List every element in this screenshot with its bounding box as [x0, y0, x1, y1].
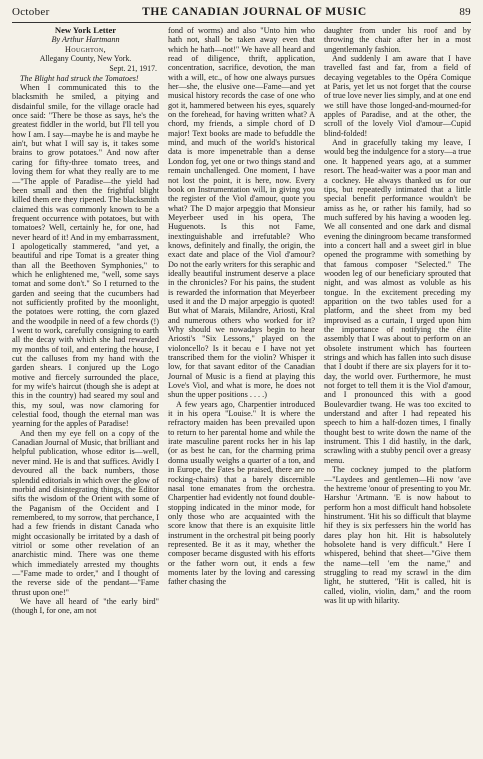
paragraph: fond of worms) and also "Unto him who hath not, shall be taken away even that which he hath—not!" We have all heard and read of diligence, thrift, application, concentration, sacrifice, devotion, the man with a will, etc., of how one always pursues her—she, the elusive one—Fame—and yet musical history records the case of one who got it, hammered between his eyes, squarely on the forehead, for having written what? A chord, my friends, a simple chord of D major! Text books are made to befuddle the mind, and much of the world's historical data is more impenetrable than a dense London fog, yet one or two things stand and remain unchallenged. One moment, I have not lost the point, it is here, now. Every book on Instrumentation will, in giving you the register of the Viol d'amour, quote you what? The D major arpeggio that Monsieur Meyerbeer used in his opera, The Huguenots. Is this not Fame, inextinguishable and irrefutable? Who knows, definitely and finally, the origin, the exact date and place of the Viol d'amour? Do not the early writers for this seraphic and ideally beautiful instrument deserve a place in the chronicles? For his pains, the student is rewarded the information that Meyerbeer used it and the D major arpeggio is quoted! But what of Marais, Milandre, Ariosti, Kral and numerous others who worked for it? Why should we nowadays begin to hear Ariosti's "Six Lessons," played on the violoncello? Is it becau e I have not yet transcribed them for the violin? Whisper it low, for that savant editor of the Canadian Journal of Music is a fiend at playing this Love's Viol, and what is more, he does not shun the upper positions . . . .) — [168, 26, 315, 400]
letter-heading — [12, 26, 159, 63]
letter-date: Sept. 21, 1917. — [109, 64, 157, 74]
paragraph: A few years ago, Charpentier introduced it in his opera "Louise." It is where the refractory maiden has been prevailed upon to return to her parental home and while the irate masculine parent rocks her in his lap (or as best he can, for the charming prima donna usually weighs a quarter of a ton, and in Europe, the Fates be praised, there are no rocking-chairs) that a barely discernible nasal tone emanates from the orchestra. Charpentier had evidently not found double-stopping indicated in the minor mode, for only those who are acquainted with the score know that there is an exquisite little instrument in the orchestral pit being poorly represented. Be it as it may, whether the composer became disgusted with his efforts or the father worn out, it ends a few moments later by the loving and caressing father chasing the — [168, 399, 315, 587]
paragraph: And in gracefully taking my leave, I would beg the indulgence for a story—a true one. It happened years ago, at a summer resort. The head-waiter was a poor man and a cockney. He always thanked us for our tips, but repeatedly intimated that a little special benefit performance wouldn't be amiss as he, or rather his family, had so much suffered by his having a wooden leg. We all consented and one dark and dismal evening the diningroom became transformed into a concert hall and a sweet girl in blue opened the programme with something by that famous composer "Selected." The wooden leg of our beneficiary sprouted that night, and was almost as voluble as his tongue. In the excitement preceding my apparition on the two tables used for a platform, and the sheet from my bed improvised as a curtain, I urged upon him the importance of notifying the élite assembly that I was about to perform on an obsolete instrument which has fourteen strings and which has fallen into such disuse that I doubt if there are six players for it to-day, the world over. Furthermore, he must not forget to tell them it is the Viol d'amour, and I pronounced this with a good Boulevardier twang. He was too excited to understand and after I had repeated his speech to him a half-dozen times, I finally thought best to write down the name of the instrument. This I did hastily, in the dark, scrawling with a stubby pencil over a greasy menu. — [324, 138, 471, 465]
column-2 — [168, 26, 315, 755]
paragraph: The cockney jumped to the platform—"Laydees and gentlemen—Hi now 'ave the hextreme 'onour of presenting to you Mr. Harshur 'Artmann. 'E is now habout to perform hon a most difficult hand hobsolete hinstrument. 'Hit his so difficult that blayme hif they is six perfessers hin the world has dares play hon hit. Hit is habsolutely hobsolete hand is very difficult." Here I whispered, behind that sheet—"Give them the name—tell 'em the name," and struggling to read my scrawl in the dim light, he stuttered, "Hit is called, hit is called, violin, violin, dam," and the room was lit up with hilarity. — [324, 465, 471, 605]
paragraph: daughter from under his roof and by throwing the chair after her in a most ungentlemanly fashion. — [324, 26, 471, 54]
letter-title: New York Letter — [54, 26, 117, 35]
article-columns — [12, 26, 471, 755]
page-number: 89 — [459, 6, 471, 18]
column-3 — [324, 26, 471, 755]
paragraph: And then my eye fell on a copy of the Canadian Journal of Music, that brilliant and helpful publication, whose editor is—well, never mind. He is and that suffices. Avidly I devoured all the back numbers, those splendid editorials in which over the glow of morbid and disintegrating things, the Editor sifts the wisdom of the Orient with some of the Paganism of the Occident and I remembered, to my sorrow, that perchance, I had a few friends in distant Canada who might occasionally be irritated by a dash of vitriol or some other revelation of an anarchistic mind. There was one theme which immediately arrested my thoughts—"Fame made to order," and I thought of the reverse side of the pendant—"Fame thrust upon one!" — [12, 428, 159, 597]
header-rule — [12, 22, 471, 23]
letter-county: Allegany County, New York. — [39, 54, 132, 64]
letter-location: Houghton, — [64, 44, 107, 54]
opening-line: The Blight had struck the Tomatoes! — [20, 73, 139, 83]
paragraph: When I communicated this to the blacksmith he smiled, a pitying and disdainful smile, for the village oracle had once said: "There be those as says, he's the greatest fiddler in the world, but I'll tell you how I am. I say—maybe he is and maybe he ain't, but what I will say is, it takes some brains to grow potatoes." And now after caring for fifty-three tomato trees, and loving them for what they really are to me—"The apple of Paradise—the yield had been small and then the frightful blight killed them ere they ripened. The blacksmith claimed this was commonly known to be a frequent occurrence with potatoes, but with tomatoes? Well, certainly he, for one, had never heard of it! And in my embarrassment, I apologetically stammered, "and yet, a beautiful and ripe Tomat is a greater thing than all the Beethoven Symphonies," to which he enlightened me, "well, some says tomat and some don't." So I returned to the garden and seeing that the cucumbers had not sufficiently profited by the moonlight, the potatoes were rotting, the corn glazed and the woodpile in need of a few chords (!) I went to work, carefully consigning to earth all the decay with which she had rewarded my months of toil, and entering the house, I cut the calluses from my hand with the garden shears. I conjured up the Logo motive and fiercely surrounded the place, for my wife's haircut (though she is adept at this in the country) had seared my soul and this, my soul, was now clamoring for celestial food, though the eternal man was yearning for the apples of Paradise! — [12, 83, 159, 429]
paragraph: And suddenly I am aware that I have travelled fast and far, from a field of decaying vegetables to the Opéra Comique at Paris, yet let us not forget that the course of true love never lies simply, and at one end we still have those longed-and-mourned-for apples of Paradise, and at the other, the scroll of the lovely Viol d'amour—Cupid blind-folded! — [324, 54, 471, 138]
journal-title: THE CANADIAN JOURNAL OF MUSIC — [142, 6, 367, 18]
letter-byline: By Arthur Hartmann — [51, 35, 120, 45]
page-header — [12, 6, 471, 22]
paragraph: We have all heard of "the early bird" (though I, for one, am not — [12, 596, 159, 616]
column-1 — [12, 26, 159, 755]
header-month: October — [12, 6, 50, 18]
